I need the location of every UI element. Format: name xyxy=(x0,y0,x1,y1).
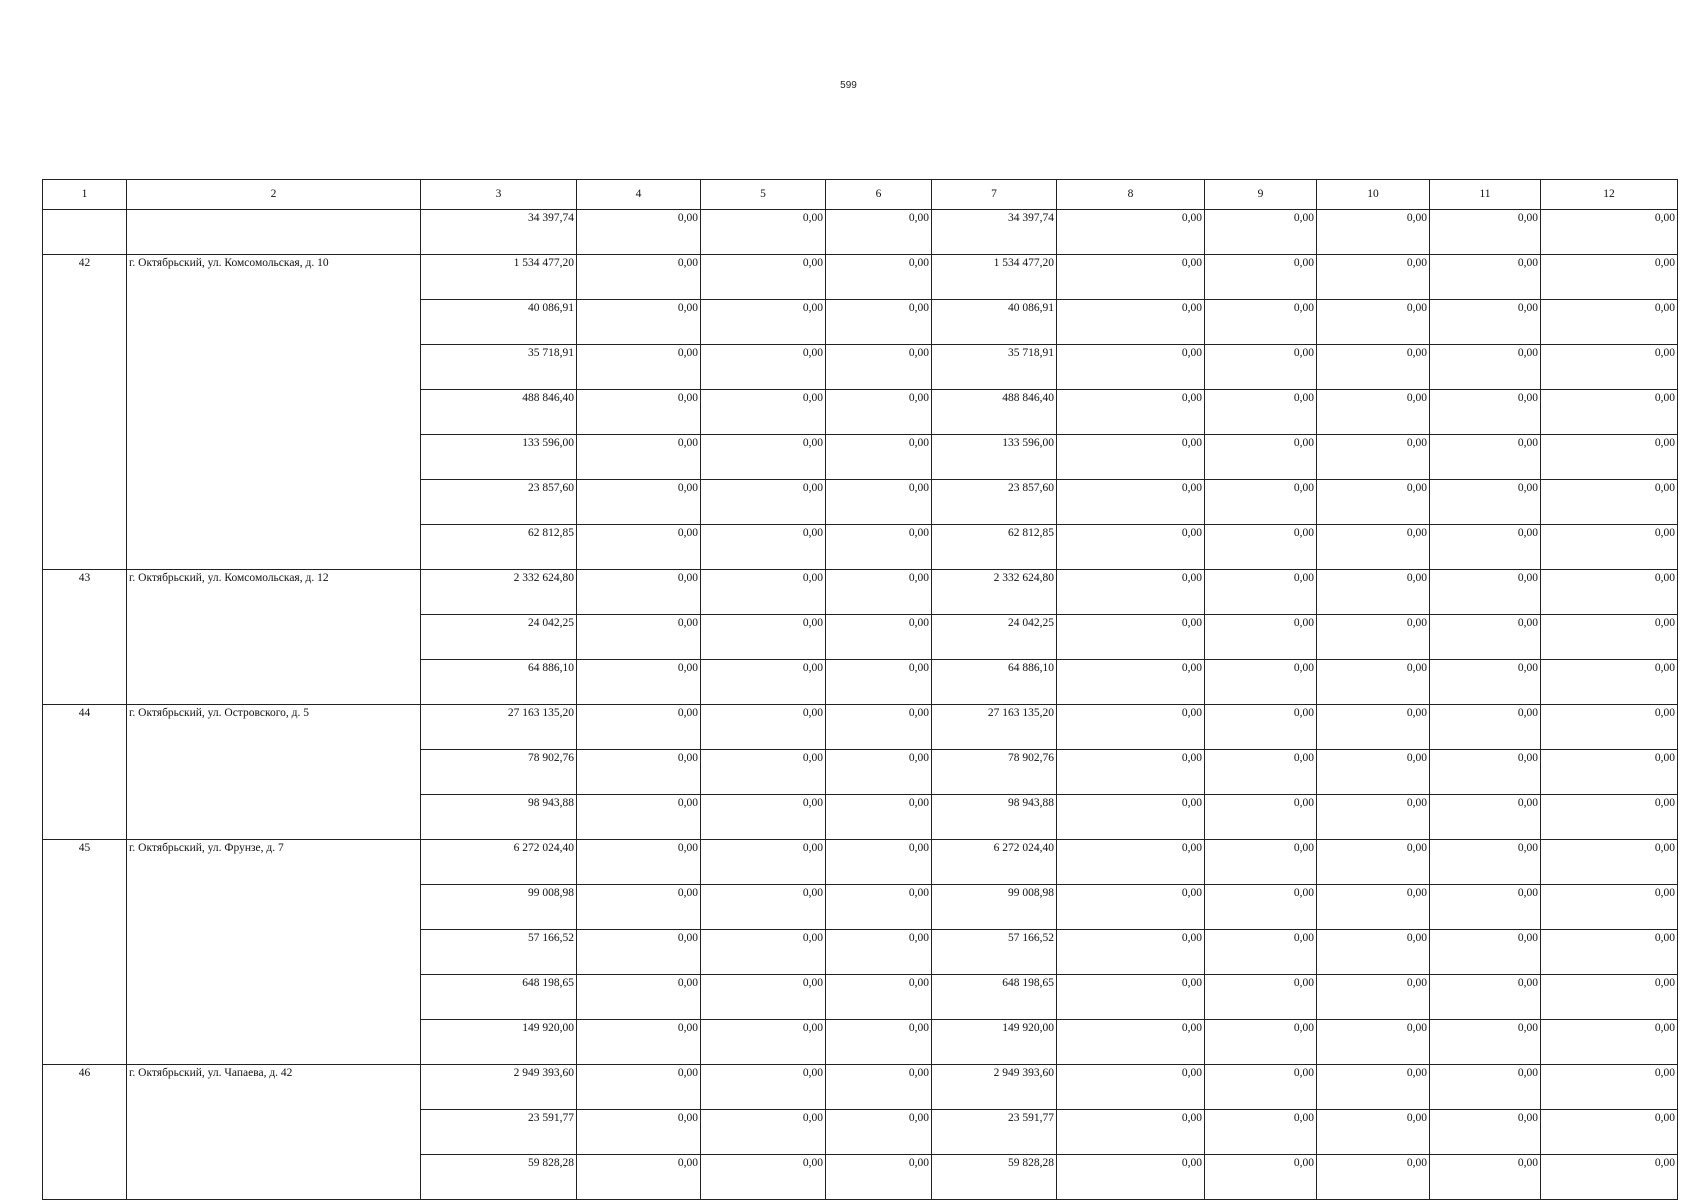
value-cell-col-3: 133 596,00 xyxy=(421,435,577,480)
value-cell-col-11: 0,00 xyxy=(1430,300,1541,345)
value-cell-col-9: 0,00 xyxy=(1205,480,1317,525)
value-cell-col-5: 0,00 xyxy=(701,705,826,750)
value-cell-col-4: 0,00 xyxy=(577,390,701,435)
value-cell-col-3: 78 902,76 xyxy=(421,750,577,795)
value-cell-col-3: 27 163 135,20 xyxy=(421,705,577,750)
value-cell-col-4: 0,00 xyxy=(577,525,701,570)
value-cell-col-11: 0,00 xyxy=(1430,570,1541,615)
value-cell-col-9: 0,00 xyxy=(1205,1110,1317,1155)
value-cell-col-8: 0,00 xyxy=(1057,390,1205,435)
value-cell-col-8: 0,00 xyxy=(1057,885,1205,930)
value-cell-col-10: 0,00 xyxy=(1317,1065,1430,1110)
value-cell-col-9: 0,00 xyxy=(1205,840,1317,885)
value-cell-col-7: 57 166,52 xyxy=(932,930,1057,975)
value-cell-col-12: 0,00 xyxy=(1541,795,1678,840)
address-cell xyxy=(127,210,421,255)
value-cell-col-11: 0,00 xyxy=(1430,345,1541,390)
value-cell-col-11: 0,00 xyxy=(1430,840,1541,885)
value-cell-col-4: 0,00 xyxy=(577,300,701,345)
value-cell-col-3: 24 042,25 xyxy=(421,615,577,660)
value-cell-col-6: 0,00 xyxy=(826,930,932,975)
value-cell-col-4: 0,00 xyxy=(577,1065,701,1110)
column-header: 6 xyxy=(826,180,932,210)
value-cell-col-8: 0,00 xyxy=(1057,615,1205,660)
value-cell-col-10: 0,00 xyxy=(1317,795,1430,840)
value-cell-col-12: 0,00 xyxy=(1541,705,1678,750)
value-cell-col-4: 0,00 xyxy=(577,840,701,885)
value-cell-col-11: 0,00 xyxy=(1430,705,1541,750)
column-header: 4 xyxy=(577,180,701,210)
value-cell-col-5: 0,00 xyxy=(701,345,826,390)
value-cell-col-5: 0,00 xyxy=(701,615,826,660)
value-cell-col-6: 0,00 xyxy=(826,345,932,390)
value-cell-col-6: 0,00 xyxy=(826,885,932,930)
table-row xyxy=(43,210,1678,255)
value-cell-col-11: 0,00 xyxy=(1430,480,1541,525)
value-cell-col-8: 0,00 xyxy=(1057,480,1205,525)
value-cell-col-6: 0,00 xyxy=(826,1020,932,1065)
value-cell-col-5: 0,00 xyxy=(701,210,826,255)
value-cell-col-10: 0,00 xyxy=(1317,660,1430,705)
value-cell-col-4: 0,00 xyxy=(577,975,701,1020)
value-cell-col-8: 0,00 xyxy=(1057,750,1205,795)
page-number: 599 xyxy=(840,80,857,91)
value-cell-col-8: 0,00 xyxy=(1057,255,1205,300)
value-cell-col-7: 24 042,25 xyxy=(932,615,1057,660)
value-cell-col-6: 0,00 xyxy=(826,840,932,885)
value-cell-col-10: 0,00 xyxy=(1317,300,1430,345)
value-cell-col-10: 0,00 xyxy=(1317,1110,1430,1155)
value-cell-col-4: 0,00 xyxy=(577,885,701,930)
value-cell-col-3: 6 272 024,40 xyxy=(421,840,577,885)
column-header: 3 xyxy=(421,180,577,210)
value-cell-col-10: 0,00 xyxy=(1317,570,1430,615)
row-number-cell: 45 xyxy=(43,840,127,1065)
value-cell-col-9: 0,00 xyxy=(1205,930,1317,975)
value-cell-col-10: 0,00 xyxy=(1317,705,1430,750)
value-cell-col-5: 0,00 xyxy=(701,750,826,795)
value-cell-col-5: 0,00 xyxy=(701,480,826,525)
value-cell-col-9: 0,00 xyxy=(1205,435,1317,480)
value-cell-col-5: 0,00 xyxy=(701,975,826,1020)
value-cell-col-12: 0,00 xyxy=(1541,750,1678,795)
value-cell-col-7: 64 886,10 xyxy=(932,660,1057,705)
value-cell-col-3: 2 949 393,60 xyxy=(421,1065,577,1110)
value-cell-col-12: 0,00 xyxy=(1541,435,1678,480)
column-header: 9 xyxy=(1205,180,1317,210)
value-cell-col-6: 0,00 xyxy=(826,660,932,705)
value-cell-col-7: 149 920,00 xyxy=(932,1020,1057,1065)
value-cell-col-10: 0,00 xyxy=(1317,345,1430,390)
address-cell: г. Октябрьский, ул. Островского, д. 5 xyxy=(127,705,421,840)
value-cell-col-8: 0,00 xyxy=(1057,435,1205,480)
row-number-cell xyxy=(43,210,127,255)
value-cell-col-9: 0,00 xyxy=(1205,615,1317,660)
value-cell-col-3: 57 166,52 xyxy=(421,930,577,975)
value-cell-col-8: 0,00 xyxy=(1057,1020,1205,1065)
value-cell-col-5: 0,00 xyxy=(701,525,826,570)
value-cell-col-10: 0,00 xyxy=(1317,390,1430,435)
value-cell-col-4: 0,00 xyxy=(577,1155,701,1200)
value-cell-col-4: 0,00 xyxy=(577,795,701,840)
table-row xyxy=(43,255,1678,300)
column-header: 11 xyxy=(1430,180,1541,210)
value-cell-col-3: 35 718,91 xyxy=(421,345,577,390)
table-row xyxy=(43,1065,1678,1110)
value-cell-col-11: 0,00 xyxy=(1430,210,1541,255)
value-cell-col-7: 27 163 135,20 xyxy=(932,705,1057,750)
address-cell: г. Октябрьский, ул. Комсомольская, д. 12 xyxy=(127,570,421,705)
value-cell-col-12: 0,00 xyxy=(1541,840,1678,885)
value-cell-col-4: 0,00 xyxy=(577,660,701,705)
value-cell-col-6: 0,00 xyxy=(826,1155,932,1200)
value-cell-col-5: 0,00 xyxy=(701,300,826,345)
table-row xyxy=(43,840,1678,885)
value-cell-col-6: 0,00 xyxy=(826,435,932,480)
value-cell-col-3: 23 857,60 xyxy=(421,480,577,525)
value-cell-col-3: 23 591,77 xyxy=(421,1110,577,1155)
value-cell-col-10: 0,00 xyxy=(1317,435,1430,480)
table-row xyxy=(43,570,1678,615)
value-cell-col-4: 0,00 xyxy=(577,750,701,795)
value-cell-col-5: 0,00 xyxy=(701,255,826,300)
value-cell-col-9: 0,00 xyxy=(1205,660,1317,705)
column-header: 10 xyxy=(1317,180,1430,210)
value-cell-col-6: 0,00 xyxy=(826,570,932,615)
value-cell-col-7: 78 902,76 xyxy=(932,750,1057,795)
value-cell-col-5: 0,00 xyxy=(701,660,826,705)
value-cell-col-11: 0,00 xyxy=(1430,795,1541,840)
value-cell-col-7: 34 397,74 xyxy=(932,210,1057,255)
value-cell-col-12: 0,00 xyxy=(1541,885,1678,930)
value-cell-col-11: 0,00 xyxy=(1430,1065,1541,1110)
table-row xyxy=(43,705,1678,750)
value-cell-col-9: 0,00 xyxy=(1205,885,1317,930)
column-header: 7 xyxy=(932,180,1057,210)
value-cell-col-5: 0,00 xyxy=(701,840,826,885)
value-cell-col-3: 34 397,74 xyxy=(421,210,577,255)
value-cell-col-12: 0,00 xyxy=(1541,300,1678,345)
value-cell-col-5: 0,00 xyxy=(701,570,826,615)
value-cell-col-12: 0,00 xyxy=(1541,255,1678,300)
value-cell-col-10: 0,00 xyxy=(1317,840,1430,885)
value-cell-col-7: 59 828,28 xyxy=(932,1155,1057,1200)
value-cell-col-4: 0,00 xyxy=(577,345,701,390)
value-cell-col-3: 149 920,00 xyxy=(421,1020,577,1065)
value-cell-col-9: 0,00 xyxy=(1205,795,1317,840)
column-header: 1 xyxy=(43,180,127,210)
value-cell-col-12: 0,00 xyxy=(1541,975,1678,1020)
value-cell-col-11: 0,00 xyxy=(1430,615,1541,660)
value-cell-col-3: 488 846,40 xyxy=(421,390,577,435)
value-cell-col-7: 2 332 624,80 xyxy=(932,570,1057,615)
value-cell-col-11: 0,00 xyxy=(1430,525,1541,570)
value-cell-col-12: 0,00 xyxy=(1541,390,1678,435)
value-cell-col-8: 0,00 xyxy=(1057,345,1205,390)
value-cell-col-9: 0,00 xyxy=(1205,390,1317,435)
value-cell-col-7: 35 718,91 xyxy=(932,345,1057,390)
header-row xyxy=(43,180,1678,210)
value-cell-col-6: 0,00 xyxy=(826,255,932,300)
value-cell-col-5: 0,00 xyxy=(701,795,826,840)
value-cell-col-8: 0,00 xyxy=(1057,300,1205,345)
value-cell-col-7: 648 198,65 xyxy=(932,975,1057,1020)
value-cell-col-9: 0,00 xyxy=(1205,345,1317,390)
value-cell-col-12: 0,00 xyxy=(1541,660,1678,705)
value-cell-col-3: 59 828,28 xyxy=(421,1155,577,1200)
value-cell-col-11: 0,00 xyxy=(1430,435,1541,480)
column-header: 2 xyxy=(127,180,421,210)
value-cell-col-8: 0,00 xyxy=(1057,1065,1205,1110)
value-cell-col-3: 99 008,98 xyxy=(421,885,577,930)
row-number-cell: 42 xyxy=(43,255,127,570)
value-cell-col-11: 0,00 xyxy=(1430,930,1541,975)
column-header: 12 xyxy=(1541,180,1678,210)
value-cell-col-7: 99 008,98 xyxy=(932,885,1057,930)
value-cell-col-6: 0,00 xyxy=(826,390,932,435)
value-cell-col-6: 0,00 xyxy=(826,795,932,840)
value-cell-col-9: 0,00 xyxy=(1205,300,1317,345)
value-cell-col-9: 0,00 xyxy=(1205,210,1317,255)
value-cell-col-3: 1 534 477,20 xyxy=(421,255,577,300)
value-cell-col-5: 0,00 xyxy=(701,1065,826,1110)
value-cell-col-9: 0,00 xyxy=(1205,750,1317,795)
value-cell-col-11: 0,00 xyxy=(1430,750,1541,795)
value-cell-col-12: 0,00 xyxy=(1541,210,1678,255)
value-cell-col-4: 0,00 xyxy=(577,480,701,525)
value-cell-col-7: 6 272 024,40 xyxy=(932,840,1057,885)
value-cell-col-9: 0,00 xyxy=(1205,1155,1317,1200)
value-cell-col-10: 0,00 xyxy=(1317,255,1430,300)
value-cell-col-10: 0,00 xyxy=(1317,615,1430,660)
value-cell-col-7: 23 857,60 xyxy=(932,480,1057,525)
value-cell-col-6: 0,00 xyxy=(826,1065,932,1110)
value-cell-col-12: 0,00 xyxy=(1541,1110,1678,1155)
value-cell-col-10: 0,00 xyxy=(1317,210,1430,255)
value-cell-col-5: 0,00 xyxy=(701,1155,826,1200)
value-cell-col-9: 0,00 xyxy=(1205,1065,1317,1110)
value-cell-col-9: 0,00 xyxy=(1205,705,1317,750)
value-cell-col-9: 0,00 xyxy=(1205,255,1317,300)
value-cell-col-6: 0,00 xyxy=(826,210,932,255)
value-cell-col-3: 64 886,10 xyxy=(421,660,577,705)
value-cell-col-7: 40 086,91 xyxy=(932,300,1057,345)
value-cell-col-8: 0,00 xyxy=(1057,525,1205,570)
value-cell-col-6: 0,00 xyxy=(826,480,932,525)
value-cell-col-12: 0,00 xyxy=(1541,615,1678,660)
value-cell-col-10: 0,00 xyxy=(1317,750,1430,795)
value-cell-col-9: 0,00 xyxy=(1205,570,1317,615)
value-cell-col-5: 0,00 xyxy=(701,390,826,435)
value-cell-col-12: 0,00 xyxy=(1541,1020,1678,1065)
value-cell-col-7: 488 846,40 xyxy=(932,390,1057,435)
value-cell-col-6: 0,00 xyxy=(826,975,932,1020)
value-cell-col-6: 0,00 xyxy=(826,615,932,660)
value-cell-col-11: 0,00 xyxy=(1430,390,1541,435)
value-cell-col-3: 62 812,85 xyxy=(421,525,577,570)
value-cell-col-9: 0,00 xyxy=(1205,1020,1317,1065)
value-cell-col-5: 0,00 xyxy=(701,885,826,930)
value-cell-col-8: 0,00 xyxy=(1057,570,1205,615)
value-cell-col-8: 0,00 xyxy=(1057,840,1205,885)
value-cell-col-4: 0,00 xyxy=(577,435,701,480)
value-cell-col-4: 0,00 xyxy=(577,1110,701,1155)
value-cell-col-5: 0,00 xyxy=(701,930,826,975)
column-header: 5 xyxy=(701,180,826,210)
value-cell-col-10: 0,00 xyxy=(1317,1020,1430,1065)
row-number-cell: 44 xyxy=(43,705,127,840)
value-cell-col-8: 0,00 xyxy=(1057,1155,1205,1200)
address-cell: г. Октябрьский, ул. Комсомольская, д. 10 xyxy=(127,255,421,570)
value-cell-col-7: 1 534 477,20 xyxy=(932,255,1057,300)
value-cell-col-5: 0,00 xyxy=(701,1020,826,1065)
value-cell-col-11: 0,00 xyxy=(1430,975,1541,1020)
value-cell-col-3: 648 198,65 xyxy=(421,975,577,1020)
value-cell-col-6: 0,00 xyxy=(826,705,932,750)
value-cell-col-11: 0,00 xyxy=(1430,885,1541,930)
value-cell-col-8: 0,00 xyxy=(1057,210,1205,255)
value-cell-col-10: 0,00 xyxy=(1317,525,1430,570)
value-cell-col-4: 0,00 xyxy=(577,1020,701,1065)
row-number-cell: 43 xyxy=(43,570,127,705)
value-cell-col-3: 40 086,91 xyxy=(421,300,577,345)
value-cell-col-6: 0,00 xyxy=(826,300,932,345)
value-cell-col-10: 0,00 xyxy=(1317,930,1430,975)
value-cell-col-8: 0,00 xyxy=(1057,1110,1205,1155)
value-cell-col-11: 0,00 xyxy=(1430,1155,1541,1200)
table-body xyxy=(43,210,1678,1200)
value-cell-col-4: 0,00 xyxy=(577,930,701,975)
row-number-cell: 46 xyxy=(43,1065,127,1200)
value-cell-col-10: 0,00 xyxy=(1317,885,1430,930)
value-cell-col-7: 2 949 393,60 xyxy=(932,1065,1057,1110)
value-cell-col-11: 0,00 xyxy=(1430,660,1541,705)
value-cell-col-12: 0,00 xyxy=(1541,525,1678,570)
value-cell-col-6: 0,00 xyxy=(826,750,932,795)
value-cell-col-5: 0,00 xyxy=(701,435,826,480)
value-cell-col-3: 2 332 624,80 xyxy=(421,570,577,615)
value-cell-col-4: 0,00 xyxy=(577,255,701,300)
value-cell-col-12: 0,00 xyxy=(1541,570,1678,615)
value-cell-col-10: 0,00 xyxy=(1317,1155,1430,1200)
value-cell-col-8: 0,00 xyxy=(1057,705,1205,750)
address-cell: г. Октябрьский, ул. Фрунзе, д. 7 xyxy=(127,840,421,1065)
value-cell-col-12: 0,00 xyxy=(1541,345,1678,390)
address-cell: г. Октябрьский, ул. Чапаева, д. 42 xyxy=(127,1065,421,1200)
value-cell-col-12: 0,00 xyxy=(1541,1065,1678,1110)
value-cell-col-9: 0,00 xyxy=(1205,525,1317,570)
value-cell-col-7: 133 596,00 xyxy=(932,435,1057,480)
value-cell-col-7: 98 943,88 xyxy=(932,795,1057,840)
value-cell-col-7: 62 812,85 xyxy=(932,525,1057,570)
value-cell-col-8: 0,00 xyxy=(1057,975,1205,1020)
value-cell-col-8: 0,00 xyxy=(1057,795,1205,840)
value-cell-col-9: 0,00 xyxy=(1205,975,1317,1020)
value-cell-col-4: 0,00 xyxy=(577,705,701,750)
value-cell-col-7: 23 591,77 xyxy=(932,1110,1057,1155)
value-cell-col-11: 0,00 xyxy=(1430,1110,1541,1155)
value-cell-col-12: 0,00 xyxy=(1541,480,1678,525)
value-cell-col-8: 0,00 xyxy=(1057,930,1205,975)
value-cell-col-6: 0,00 xyxy=(826,525,932,570)
value-cell-col-6: 0,00 xyxy=(826,1110,932,1155)
column-header: 8 xyxy=(1057,180,1205,210)
value-cell-col-4: 0,00 xyxy=(577,210,701,255)
data-table xyxy=(42,179,1678,1200)
value-cell-col-4: 0,00 xyxy=(577,570,701,615)
value-cell-col-5: 0,00 xyxy=(701,1110,826,1155)
value-cell-col-3: 98 943,88 xyxy=(421,795,577,840)
value-cell-col-4: 0,00 xyxy=(577,615,701,660)
value-cell-col-10: 0,00 xyxy=(1317,480,1430,525)
value-cell-col-11: 0,00 xyxy=(1430,1020,1541,1065)
value-cell-col-12: 0,00 xyxy=(1541,1155,1678,1200)
value-cell-col-10: 0,00 xyxy=(1317,975,1430,1020)
value-cell-col-11: 0,00 xyxy=(1430,255,1541,300)
value-cell-col-12: 0,00 xyxy=(1541,930,1678,975)
value-cell-col-8: 0,00 xyxy=(1057,660,1205,705)
